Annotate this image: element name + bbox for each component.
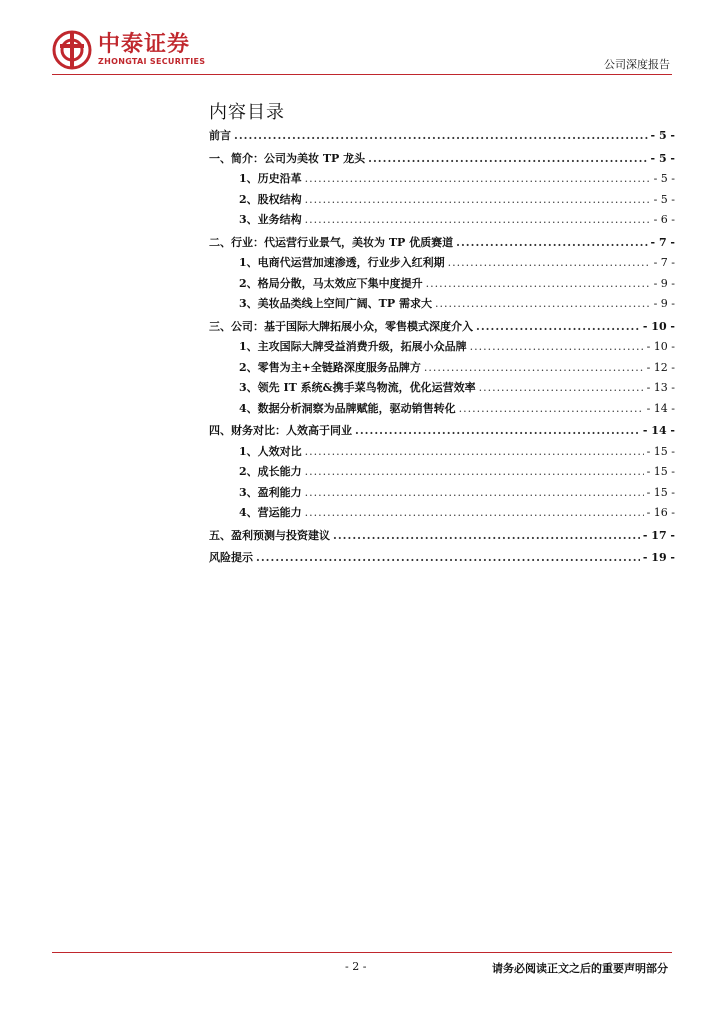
toc-entry-page: - 15 - bbox=[646, 465, 675, 478]
toc-title: 内容目录 bbox=[209, 102, 285, 123]
toc-entry-title: 3、领先 IT 系统&携手菜鸟物流，优化运营效率 bbox=[239, 381, 476, 394]
logo-en-text: ZHONGTAI SECURITIES bbox=[98, 57, 206, 66]
toc-entry-page: - 19 - bbox=[642, 551, 675, 564]
toc-entry-title: 3、业务结构 bbox=[239, 213, 302, 226]
toc-entry-title: 4、营运能力 bbox=[239, 506, 302, 519]
toc-entry[interactable] bbox=[209, 358, 675, 379]
toc-entry-title: 3、美妆品类线上空间广阔、TP 需求大 bbox=[239, 297, 432, 310]
toc-entry-page: - 10 - bbox=[646, 340, 675, 353]
toc-entry-title: 1、人效对比 bbox=[239, 444, 302, 458]
toc-entry[interactable] bbox=[209, 483, 675, 504]
logo-cn-text: 中泰证券 bbox=[98, 32, 191, 57]
toc-entry-title: 2、股权结构 bbox=[239, 192, 302, 206]
toc-leader-dots bbox=[448, 253, 651, 274]
toc-entry-title: 1、电商代运营加速渗透，行业步入红利期 bbox=[239, 256, 445, 269]
toc-entry-title: 前言 bbox=[209, 129, 231, 142]
zhongtai-logo-icon bbox=[52, 30, 92, 70]
toc-entry[interactable] bbox=[209, 526, 675, 547]
toc-entry-title: 1、历史沿革 bbox=[239, 172, 302, 185]
toc-entry[interactable] bbox=[209, 210, 675, 231]
toc-entry-title: 五、盈利预测与投资建议 bbox=[209, 528, 330, 542]
toc-entry[interactable] bbox=[209, 190, 675, 211]
toc-entry-page: - 6 - bbox=[653, 213, 675, 226]
toc-leader-dots bbox=[368, 149, 647, 170]
page-number: - 2 - bbox=[345, 960, 367, 973]
toc-entry-title: 风险提示 bbox=[209, 551, 253, 564]
toc-entry[interactable] bbox=[209, 503, 675, 524]
toc-entry-page: - 17 - bbox=[642, 528, 675, 542]
toc-leader-dots bbox=[305, 169, 651, 190]
toc-leader-dots bbox=[305, 210, 651, 231]
toc-leader-dots bbox=[256, 548, 640, 569]
header-divider bbox=[52, 74, 672, 75]
toc-leader-dots bbox=[476, 317, 640, 338]
toc-leader-dots bbox=[305, 462, 644, 483]
toc-entry[interactable] bbox=[209, 317, 675, 338]
toc-entry-title: 三、公司：基于国际大牌拓展小众，零售模式深度介入 bbox=[209, 319, 473, 333]
toc-entry-page: - 15 - bbox=[646, 444, 675, 458]
toc-entry[interactable] bbox=[209, 126, 675, 147]
toc-entry-page: - 7 - bbox=[653, 256, 675, 269]
toc-entry-page: - 13 - bbox=[646, 381, 675, 394]
toc-entry[interactable] bbox=[209, 421, 675, 442]
toc-entry-page: - 5 - bbox=[653, 172, 675, 185]
toc-entry-title: 2、零售为主+全链路深度服务品牌方 bbox=[239, 360, 421, 374]
toc-entry[interactable] bbox=[209, 399, 675, 420]
toc-entry-title: 二、行业：代运营行业景气，美妆为 TP 优质赛道 bbox=[209, 235, 454, 249]
disclaimer-notice: 请务必阅读正文之后的重要声明部分 bbox=[492, 962, 668, 975]
toc-entry-page: - 5 - bbox=[653, 192, 675, 206]
toc-entry-page: - 15 - bbox=[646, 485, 675, 499]
toc-entry[interactable] bbox=[209, 253, 675, 274]
toc-leader-dots bbox=[355, 421, 640, 442]
toc-entry-title: 2、成长能力 bbox=[239, 465, 302, 478]
toc-leader-dots bbox=[333, 526, 640, 547]
toc-entry[interactable] bbox=[209, 548, 675, 569]
toc-leader-dots bbox=[479, 378, 644, 399]
toc-entry[interactable] bbox=[209, 378, 675, 399]
toc-leader-dots bbox=[470, 337, 644, 358]
toc-entry-page: - 16 - bbox=[646, 506, 675, 519]
toc-entry-title: 3、盈利能力 bbox=[239, 485, 302, 499]
toc-entry[interactable] bbox=[209, 233, 675, 254]
toc-entry[interactable] bbox=[209, 274, 675, 295]
toc-entry-page: - 14 - bbox=[646, 401, 675, 415]
toc-leader-dots bbox=[459, 399, 644, 420]
toc-leader-dots bbox=[305, 503, 644, 524]
toc-leader-dots bbox=[305, 190, 651, 211]
footer-divider bbox=[52, 952, 672, 953]
toc-entry[interactable] bbox=[209, 462, 675, 483]
toc-entry-page: - 10 - bbox=[642, 319, 675, 333]
toc-entry-page: - 5 - bbox=[650, 151, 675, 165]
toc-entry-title: 2、格局分散，马太效应下集中度提升 bbox=[239, 276, 423, 290]
toc-entry[interactable] bbox=[209, 169, 675, 190]
report-type: 公司深度报告 bbox=[604, 58, 670, 71]
toc-entry-page: - 7 - bbox=[650, 235, 675, 249]
toc-entry[interactable] bbox=[209, 337, 675, 358]
toc-entry-page: - 9 - bbox=[653, 276, 675, 290]
toc-entry-page: - 5 - bbox=[650, 129, 675, 142]
toc-leader-dots bbox=[426, 274, 651, 295]
toc-entry[interactable] bbox=[209, 442, 675, 463]
toc-entry-title: 4、数据分析洞察为品牌赋能，驱动销售转化 bbox=[239, 401, 456, 415]
toc-entry-title: 1、主攻国际大牌受益消费升级，拓展小众品牌 bbox=[239, 340, 467, 353]
toc-leader-dots bbox=[305, 442, 644, 463]
toc-entry-page: - 12 - bbox=[646, 360, 675, 374]
toc-entry-page: - 14 - bbox=[642, 424, 675, 437]
toc-leader-dots bbox=[305, 483, 644, 504]
toc-entry-title: 一、简介：公司为美妆 TP 龙头 bbox=[209, 151, 366, 165]
table-of-contents bbox=[209, 126, 675, 569]
toc-leader-dots bbox=[234, 126, 648, 147]
toc-entry[interactable] bbox=[209, 149, 675, 170]
toc-leader-dots bbox=[456, 233, 647, 254]
company-logo bbox=[52, 30, 205, 70]
toc-entry-title: 四、财务对比：人效高于同业 bbox=[209, 424, 352, 437]
toc-entry[interactable] bbox=[209, 294, 675, 315]
toc-entry-page: - 9 - bbox=[653, 297, 675, 310]
toc-leader-dots bbox=[424, 358, 644, 379]
toc-leader-dots bbox=[435, 294, 651, 315]
